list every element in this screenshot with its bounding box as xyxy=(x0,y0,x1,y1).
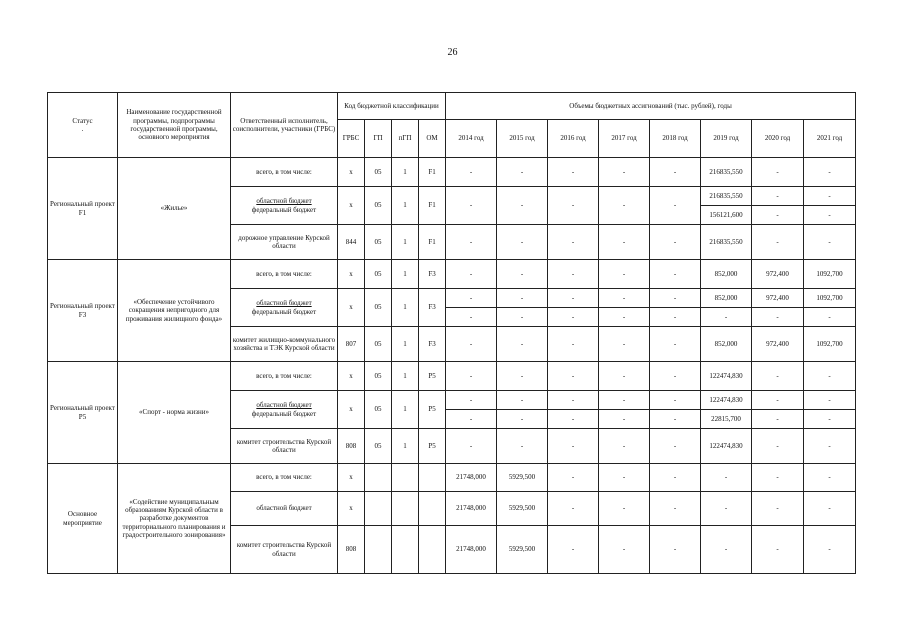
name-cell: «Жилье» xyxy=(118,158,231,260)
value-cell: - xyxy=(752,492,804,526)
gp-cell: 05 xyxy=(365,362,392,391)
value-cell: - xyxy=(650,391,701,410)
pgp-cell: 1 xyxy=(392,260,419,289)
gp-cell: 05 xyxy=(365,225,392,260)
value-cell: - xyxy=(804,464,856,492)
value-cell: - xyxy=(599,289,650,308)
value-cell: - xyxy=(446,225,497,260)
executor-cell: всего, в том числе: xyxy=(231,260,338,289)
om-cell: F1 xyxy=(419,187,446,225)
header-year: 2015 год xyxy=(497,120,548,158)
value-cell: - xyxy=(446,410,497,429)
value-cell: - xyxy=(497,187,548,225)
value-cell: - xyxy=(650,464,701,492)
value-cell: - xyxy=(701,492,752,526)
grbs-cell: 808 xyxy=(338,526,365,574)
value-cell: 852,000 xyxy=(701,289,752,308)
value-cell: - xyxy=(650,327,701,362)
header-om: ОМ xyxy=(419,120,446,158)
header-volumes: Объемы бюджетных ассигнований (тыс. рублей), годы xyxy=(446,93,856,120)
value-cell: 1092,700 xyxy=(804,260,856,289)
grbs-cell: х xyxy=(338,391,365,429)
grbs-cell: х xyxy=(338,464,365,492)
value-cell: - xyxy=(446,308,497,327)
value-cell: - xyxy=(497,158,548,187)
value-cell: - xyxy=(650,308,701,327)
value-cell: - xyxy=(548,362,599,391)
pgp-cell: 1 xyxy=(392,429,419,464)
om-cell: F1 xyxy=(419,225,446,260)
value-cell: - xyxy=(548,225,599,260)
value-cell: 972,400 xyxy=(752,289,804,308)
executor-cell: всего, в том числе: xyxy=(231,464,338,492)
value-cell: - xyxy=(548,289,599,308)
value-cell: - xyxy=(701,464,752,492)
value-cell: 216835,550 xyxy=(701,225,752,260)
table-row xyxy=(48,464,856,492)
value-cell: - xyxy=(804,158,856,187)
value-cell: - xyxy=(752,464,804,492)
value-cell: - xyxy=(752,158,804,187)
value-cell: - xyxy=(752,308,804,327)
executor-cell: областной бюджет федеральный бюджет xyxy=(231,289,338,327)
value-cell: 5929,500 xyxy=(497,492,548,526)
value-cell: - xyxy=(804,308,856,327)
gp-cell: 05 xyxy=(365,260,392,289)
grbs-cell: х xyxy=(338,492,365,526)
table-row xyxy=(48,158,856,187)
grbs-cell: х xyxy=(338,187,365,225)
pgp-cell: 1 xyxy=(392,391,419,429)
grbs-cell: х xyxy=(338,289,365,327)
value-cell: - xyxy=(650,225,701,260)
value-cell: - xyxy=(599,410,650,429)
pgp-cell: 1 xyxy=(392,327,419,362)
value-cell: - xyxy=(804,187,856,206)
value-cell: - xyxy=(701,308,752,327)
value-cell: - xyxy=(752,225,804,260)
header-year: 2020 год xyxy=(752,120,804,158)
value-cell: - xyxy=(752,429,804,464)
executor-cell: комитет жилищно-коммунального хозяйства и ТЭК Курской области xyxy=(231,327,338,362)
value-cell: - xyxy=(446,362,497,391)
gp-cell: 05 xyxy=(365,158,392,187)
value-cell: - xyxy=(804,526,856,574)
om-cell: F3 xyxy=(419,289,446,327)
value-cell: - xyxy=(650,410,701,429)
value-cell: 216835,550 xyxy=(701,187,752,206)
executor-cell: комитет строительства Курской области xyxy=(231,526,338,574)
value-cell: - xyxy=(752,362,804,391)
header-year: 2018 год xyxy=(650,120,701,158)
value-cell: - xyxy=(599,225,650,260)
value-cell: - xyxy=(497,289,548,308)
gp-cell: 05 xyxy=(365,289,392,327)
value-cell: - xyxy=(650,526,701,574)
om-cell xyxy=(419,492,446,526)
value-cell: - xyxy=(446,391,497,410)
pgp-cell: 1 xyxy=(392,158,419,187)
header-row-1 xyxy=(48,93,856,120)
value-cell: - xyxy=(752,391,804,410)
value-cell: - xyxy=(446,158,497,187)
header-year: 2019 год xyxy=(701,120,752,158)
gp-cell xyxy=(365,492,392,526)
header-pgp: пГП xyxy=(392,120,419,158)
value-cell: - xyxy=(446,187,497,225)
value-cell: - xyxy=(446,289,497,308)
value-cell: - xyxy=(497,225,548,260)
value-cell: - xyxy=(497,308,548,327)
grbs-cell: 807 xyxy=(338,327,365,362)
om-cell xyxy=(419,464,446,492)
value-cell: 21748,000 xyxy=(446,526,497,574)
value-cell: - xyxy=(650,429,701,464)
header-executor: Ответственный исполнитель, соисполнители, участники (ГРБС) xyxy=(231,93,338,158)
value-cell: 21748,000 xyxy=(446,464,497,492)
header-status: Статус . xyxy=(48,93,118,158)
name-cell: «Содействие муниципальным образованиям Курской области в разработке документов территориального планирования и градостроительного зонирования» xyxy=(118,464,231,574)
table-row xyxy=(48,260,856,289)
executor-cell: всего, в том числе: xyxy=(231,362,338,391)
value-cell: - xyxy=(497,429,548,464)
executor-cell: областной бюджет федеральный бюджет xyxy=(231,391,338,429)
value-cell: 5929,500 xyxy=(497,464,548,492)
value-cell: - xyxy=(548,526,599,574)
value-cell: - xyxy=(599,429,650,464)
name-cell: «Спорт - норма жизни» xyxy=(118,362,231,464)
value-cell: - xyxy=(446,429,497,464)
om-cell: F1 xyxy=(419,158,446,187)
value-cell: - xyxy=(548,260,599,289)
value-cell: 122474,830 xyxy=(701,362,752,391)
value-cell: - xyxy=(599,187,650,225)
status-cell: Региональный проект F3 xyxy=(48,260,118,362)
value-cell: - xyxy=(599,464,650,492)
pgp-cell xyxy=(392,464,419,492)
value-cell: - xyxy=(599,158,650,187)
name-cell: «Обеспечение устойчивого сокращения непригодного для проживания жилищного фонда» xyxy=(118,260,231,362)
executor-cell: комитет строительства Курской области xyxy=(231,429,338,464)
header-name: Наименование государственной программы, подпрограммы государственной программы, основного мероприятия xyxy=(118,93,231,158)
value-cell: - xyxy=(752,187,804,206)
value-cell: - xyxy=(446,260,497,289)
header-grbs: ГРБС xyxy=(338,120,365,158)
value-cell: - xyxy=(599,391,650,410)
value-cell: - xyxy=(804,391,856,410)
value-cell: 21748,000 xyxy=(446,492,497,526)
value-cell: - xyxy=(548,492,599,526)
gp-cell xyxy=(365,464,392,492)
pgp-cell: 1 xyxy=(392,289,419,327)
pgp-cell: 1 xyxy=(392,362,419,391)
value-cell: - xyxy=(497,327,548,362)
om-cell: F3 xyxy=(419,260,446,289)
value-cell: - xyxy=(804,362,856,391)
header-code: Код бюджетной классификации xyxy=(338,93,446,120)
value-cell: - xyxy=(804,206,856,225)
header-year: 2016 год xyxy=(548,120,599,158)
grbs-cell: х xyxy=(338,158,365,187)
executor-cell: областной бюджет федеральный бюджет xyxy=(231,187,338,225)
value-cell: - xyxy=(752,206,804,225)
value-cell: - xyxy=(650,187,701,225)
value-cell: - xyxy=(650,158,701,187)
status-cell: Основное мероприятие xyxy=(48,464,118,574)
value-cell: 972,400 xyxy=(752,327,804,362)
value-cell: - xyxy=(599,526,650,574)
value-cell: 156121,600 xyxy=(701,206,752,225)
om-cell: Р5 xyxy=(419,429,446,464)
value-cell: - xyxy=(548,327,599,362)
value-cell: - xyxy=(599,308,650,327)
value-cell: 216835,550 xyxy=(701,158,752,187)
value-cell: 1092,700 xyxy=(804,289,856,308)
value-cell: - xyxy=(548,464,599,492)
value-cell: - xyxy=(446,327,497,362)
executor-cell: областной бюджет xyxy=(231,492,338,526)
value-cell: 122474,830 xyxy=(701,429,752,464)
value-cell: - xyxy=(548,187,599,225)
page-number: 26 xyxy=(447,47,458,58)
gp-cell xyxy=(365,526,392,574)
grbs-cell: х xyxy=(338,362,365,391)
value-cell: - xyxy=(701,526,752,574)
status-cell: Региональный проект F1 xyxy=(48,158,118,260)
value-cell: - xyxy=(804,225,856,260)
value-cell: - xyxy=(497,260,548,289)
pgp-cell: 1 xyxy=(392,187,419,225)
value-cell: - xyxy=(599,492,650,526)
executor-cell: всего, в том числе: xyxy=(231,158,338,187)
value-cell: - xyxy=(650,362,701,391)
value-cell: - xyxy=(548,391,599,410)
value-cell: - xyxy=(804,429,856,464)
table-row xyxy=(48,362,856,391)
value-cell: 852,000 xyxy=(701,260,752,289)
value-cell: - xyxy=(804,410,856,429)
gp-cell: 05 xyxy=(365,327,392,362)
om-cell: Р5 xyxy=(419,362,446,391)
gp-cell: 05 xyxy=(365,391,392,429)
gp-cell: 05 xyxy=(365,429,392,464)
pgp-cell xyxy=(392,492,419,526)
value-cell: - xyxy=(752,526,804,574)
value-cell: 852,000 xyxy=(701,327,752,362)
header-year: 2017 год xyxy=(599,120,650,158)
status-cell: Региональный проект Р5 xyxy=(48,362,118,464)
value-cell: 972,400 xyxy=(752,260,804,289)
value-cell: 5929,500 xyxy=(497,526,548,574)
header-gp: ГП xyxy=(365,120,392,158)
value-cell: 1092,700 xyxy=(804,327,856,362)
om-cell: Р5 xyxy=(419,391,446,429)
om-cell xyxy=(419,526,446,574)
value-cell: - xyxy=(548,308,599,327)
om-cell: F3 xyxy=(419,327,446,362)
grbs-cell: 808 xyxy=(338,429,365,464)
value-cell: - xyxy=(650,289,701,308)
grbs-cell: 844 xyxy=(338,225,365,260)
value-cell: - xyxy=(548,429,599,464)
gp-cell: 05 xyxy=(365,187,392,225)
value-cell: - xyxy=(804,492,856,526)
value-cell: - xyxy=(599,260,650,289)
header-year: 2021 год xyxy=(804,120,856,158)
value-cell: - xyxy=(497,362,548,391)
value-cell: 122474,830 xyxy=(701,391,752,410)
header-year: 2014 год xyxy=(446,120,497,158)
value-cell: - xyxy=(599,362,650,391)
value-cell: - xyxy=(497,410,548,429)
value-cell: - xyxy=(650,260,701,289)
value-cell: - xyxy=(548,158,599,187)
budget-table xyxy=(47,92,856,574)
value-cell: - xyxy=(752,410,804,429)
pgp-cell xyxy=(392,526,419,574)
executor-cell: дорожное управление Курской области xyxy=(231,225,338,260)
grbs-cell: х xyxy=(338,260,365,289)
pgp-cell: 1 xyxy=(392,225,419,260)
value-cell: - xyxy=(548,410,599,429)
value-cell: - xyxy=(650,492,701,526)
value-cell: - xyxy=(599,327,650,362)
value-cell: - xyxy=(497,391,548,410)
value-cell: 22815,700 xyxy=(701,410,752,429)
